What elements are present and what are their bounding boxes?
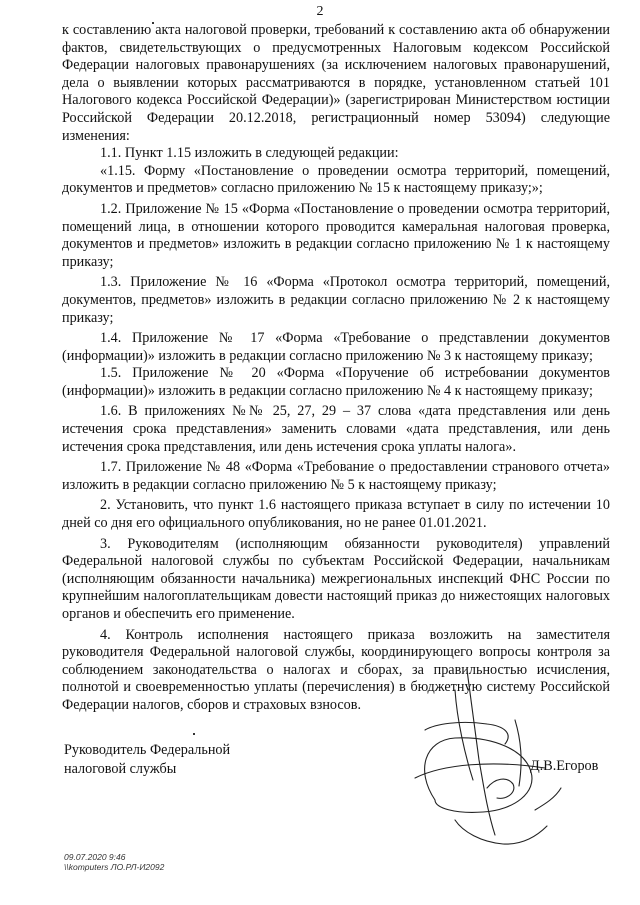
footer-timestamp: 09.07.2020 9:46 (64, 852, 126, 862)
footer-path: \\komputers ЛО.РЛ-И2092 (64, 862, 165, 872)
paragraph: 1.5. Приложение № 20 «Форма «Поручение об истребовании документов (информации)» изложить в редакции согласно приложению № 4 к настоящему приказу; (62, 365, 610, 399)
document-body (62, 22, 610, 715)
paragraph: 1.2. Приложение № 15 «Форма «Постановление о проведении осмотра территорий, помещений лица, в отношении которого проводится камеральная налоговая проверка, документов и предметов» изложить в редакции согласно приложению № 1 к настоящему приказу; (62, 200, 610, 270)
paragraph: 1.7. Приложение № 48 «Форма «Требование о предоставлении странового отчета» изложить в редакции согласно приложению № 5 к настоящему приказу; (62, 459, 610, 493)
paragraph: 1.6. В приложениях №№ 25, 27, 29 – 37 слова «дата представления или день истечения срока представления» заменить словами «дата представления, или день истечения срока представления, или день истечения срока уплаты налога». (62, 403, 610, 455)
signatory-title-line: налоговой службы (64, 761, 177, 777)
signatory-title (64, 741, 230, 779)
paragraph: к составлению акта налоговой проверки, требований к составлению акта об обнаружении фактов, свидетельствующих о предусмотренных Налоговым кодексом Российской Федерации налоговых правонарушениях (за исключением налоговых правонарушений, дела о выявлении которых рассматриваются в порядке, установленном статьей 101 Налогового кодекса Российской Федерации)» (зарегистрирован Министерством юстиции Российской Федерации 20.12.2018, регистрационный номер 53094) следующие изменения: (62, 22, 610, 144)
signatory-title-line: Руководитель Федеральной (64, 742, 231, 758)
paragraph: 1.1. Пункт 1.15 изложить в следующей редакции: (100, 145, 399, 162)
document-footer (64, 852, 164, 872)
paragraph: 1.4. Приложение № 17 «Форма «Требование о представлении документов (информации)» изложить в редакции согласно приложению № 3 к настоящему приказу; (62, 330, 610, 364)
scan-mark (193, 733, 195, 735)
paragraph: 1.3. Приложение № 16 «Форма «Протокол осмотра территорий, помещений, документов, предметов» изложить в редакции согласно приложению № 2 к настоящему приказу; (62, 274, 610, 326)
paragraph: 2. Установить, что пункт 1.6 настоящего приказа вступает в силу по истечении 10 дней со дня его официального опубликования, но не ранее 01.01.2021. (62, 497, 610, 532)
paragraph: 3. Руководителям (исполняющим обязанности руководителя) управлений Федеральной налоговой службы по субъектам Российской Федерации, начальникам (исполняющим обязанности начальника) межрегиональных инспекций ФНС России по крупнейшим налогоплательщикам довести настоящий приказ до нижестоящих налоговых органов и обеспечить его применение. (62, 535, 610, 622)
signatory-name: Д.В.Егоров (530, 758, 599, 774)
paragraph: «1.15. Форму «Постановление о проведении осмотра территорий, помещений, документов и предметов» согласно приложению № 15 к настоящему приказу;»; (62, 162, 610, 197)
paragraph: 4. Контроль исполнения настоящего приказа возложить на заместителя руководителя Федеральной налоговой службы, координирующего вопросы контроля за соблюдением законодательства о налогах и сборах, за правильностью исчисления, полнотой и своевременностью уплаты (перечисления) в бюджетную систему Российской Федерации налогов, сборов и страховых взносов. (62, 626, 610, 713)
page-number: 2 (316, 4, 324, 19)
